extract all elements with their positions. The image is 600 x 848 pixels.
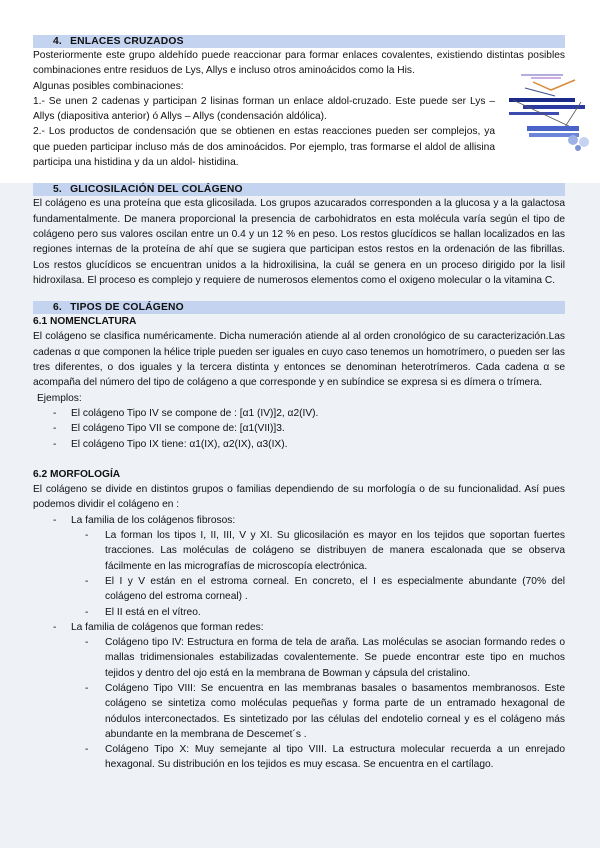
list-item: - El II está en el vítreo. <box>85 606 201 618</box>
list-item: - La familia de colágenos que forman redes: <box>53 621 264 633</box>
list-item: - La familia de los colágenos fibrosos: <box>53 514 236 526</box>
list-item: - El colágeno Tipo IV se compone de : [α1 (IV)]2, α2(IV). <box>53 407 319 419</box>
s4-paragraph-2: Algunas posibles combinaciones: <box>33 80 184 92</box>
list-item: - Colágeno tipo IV: Estructura en forma de tela de araña. Las moléculas se asocian formando redes o mallas tridimensionales estabilizadas covalentemente. Se puede encontrar este tipo en muchos tejidos y dentro del ojo está en la membrana de Bowman y cápsula del cristalino. <box>85 637 565 679</box>
list-item: - El I y V están en el estroma corneal. En concreto, el I es especialmente abundante (70% del colágeno del estroma corneal) . <box>85 575 565 603</box>
s6-paragraph-2: El colágeno se divide en distintos grupos o familias dependiendo de su morfología o de su funcionalidad. Así pues podemos dividir el colágeno en : <box>33 484 565 511</box>
s6-paragraph-1: El colágeno se clasifica numéricamente. Dicha numeración atiende al al orden cronológico de su caracterización.Las cadenas α que componen la hélice triple pueden ser iguales en cuyo caso tenemos un homotrímero, o pueden ser las tres diferentes, o dos iguales y la tercera distinta y entonces se denominan heterotrímeros. Cada cadena α se acompaña del número del tipo de colágeno a que corresponde y en subíndice se expresa si es dímera o trímera. <box>33 331 566 389</box>
section-4-heading: 4. ENLACES CRUZADOS <box>33 35 565 48</box>
fam1-items <box>33 528 565 620</box>
text-column <box>33 0 565 773</box>
list-item: - El colágeno Tipo IX tiene: α1(IX), α2(IX), α3(IX). <box>53 438 288 450</box>
fam2-items <box>33 635 565 773</box>
list-item: - La forman los tipos I, II, III, V y XI. Su glicosilación es mayor en los tejidos que soportan fuertes tracciones. Las moléculas de colágeno se distribuyen de manera escalonada que se observa fácilmente en las micrografías de microscopía electrónica. <box>85 530 565 572</box>
section-5-heading: 5. GLICOSILACIÓN DEL COLÁGENO <box>33 183 565 196</box>
list-item: - Colágeno Tipo VIII: Se encuentra en las membranas basales o basamentos membranosos. Este colágeno se sintetiza como moléculas pequeñas y forma parte de un entramado hexagonal de nódulos interconectados. Es sintetizado por las células del endotelio corneal y es el colágeno más abundante en la membrana de Descemet´s . <box>85 682 565 740</box>
ejemplos-list <box>33 406 565 452</box>
familias-list <box>33 513 565 528</box>
s5-paragraph: El colágeno es una proteína que esta glicosilada. Los grupos azucarados corresponden a la glucosa y a la galactosa fundamentalmente. De manera proporcional la presencia de carbohidratos en esta molécula varía según el tipo de colágeno pero sus valores oscilan entre un 0.4 y un 12 % en peso. Los restos glucídicos se hallan localizados en las regiones internas de la proteína de ahí que se sugiera que participan estos restos en la ordenación de las fibrillas. Los restos glucídicos se encuentran unidos a la hidroxilisina, la cuál se genera en un proceso dirigido por la lisil hidroxilasa. El proceso es complejo y requiere de numerosos elementos como el oxigeno molecular o la vitamina C. <box>33 198 565 286</box>
list-item: - Colágeno Tipo X: Muy semejante al tipo VIII. La estructura molecular recuerda a un enrejado hexagonal. Su distribución en los tejidos es muy escasa. Se encuentra en el cartílago. <box>85 744 565 771</box>
subheading-morfologia: 6.2 MORFOLOGÍA <box>33 468 121 480</box>
subheading-nomenclatura: 6.1 NOMENCLATURA <box>33 316 137 328</box>
familias-list-2 <box>33 620 565 635</box>
s4-paragraph-1: Posteriormente este grupo aldehído puede reaccionar para formar enlaces covalentes, existiendo distintas posibles combinaciones entre residuos de Lys, Allys e incluso otros aminoácidos como la His. <box>33 50 565 77</box>
list-item: - El colágeno Tipo VII se compone de: [α1(VII)]3. <box>53 423 285 435</box>
section-6-heading: 6. TIPOS DE COLÁGENO <box>33 301 565 314</box>
s4-paragraph-3: 1.- Se unen 2 cadenas y participan 2 lisinas forman un enlace aldol-cruzado. Este puede ser Lys –Allys (diapositiva anterior) ó Allys – Allys (condensación aldólica). <box>33 95 495 123</box>
s4-paragraph-4: 2.- Los productos de condensación que se obtienen en estas reacciones pueden ser complejos, ya que pueden participar incluso más de dos aminoácidos. Por ejemplo, tras formarse el aldol de allisina participa una histidina y da un aldol- histidina. <box>33 126 495 169</box>
ejemplos-label: Ejemplos: <box>37 392 82 404</box>
